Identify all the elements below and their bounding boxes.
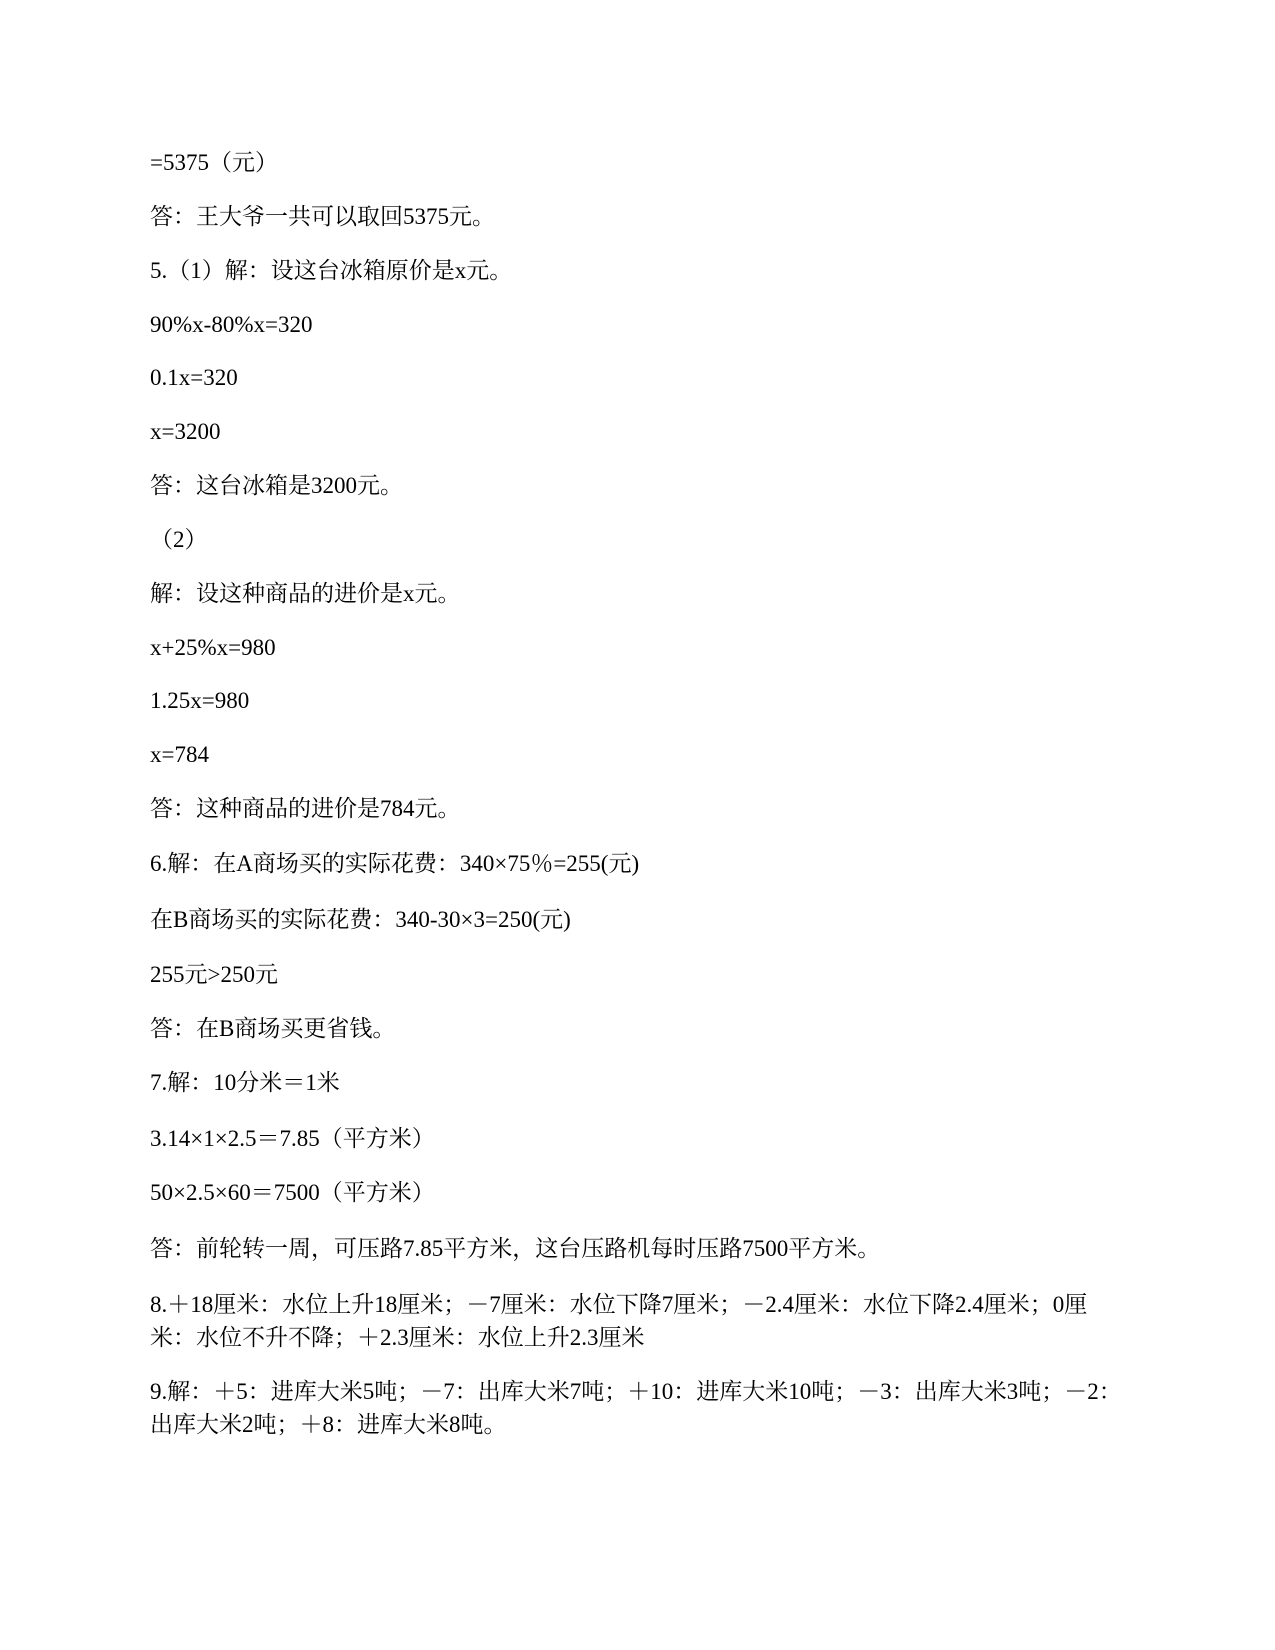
text-line: （2）: [150, 527, 208, 552]
text-line: 6.解：在A商场买的实际花费：340×75％=255(元): [150, 851, 640, 876]
text-line: 0.1x=320: [150, 365, 238, 390]
text-line: 答：前轮转一周，可压路7.85平方米，这台压路机每时压路7500平方米。: [150, 1236, 881, 1261]
text-line: 解：设这种商品的进价是x元。: [150, 581, 461, 606]
text-line: x=784: [150, 742, 209, 767]
text-line: 答：王大爷一共可以取回5375元。: [150, 204, 495, 229]
text-line: =5375（元）: [150, 150, 278, 175]
text-line: x=3200: [150, 419, 221, 444]
text-line: 在B商场买的实际花费：340-30×3=250(元): [150, 907, 571, 932]
text-paragraph: 8.＋18厘米：水位上升18厘米；－7厘米：水位下降7厘米；－2.4厘米：水位下降2.4厘米；0厘米：水位不升不降；＋2.3厘米：水位上升2.3厘米: [150, 1292, 1088, 1350]
text-line: 50×2.5×60＝7500（平方米）: [150, 1180, 435, 1205]
text-line: 255元>250元: [150, 962, 278, 987]
text-line: 答：这台冰箱是3200元。: [150, 473, 403, 498]
text-line: 3.14×1×2.5＝7.85（平方米）: [150, 1126, 435, 1151]
text-line: 1.25x=980: [150, 688, 250, 713]
text-line: 答：这种商品的进价是784元。: [150, 796, 461, 821]
text-line: 答：在B商场买更省钱。: [150, 1016, 396, 1041]
text-line: 90%x-80%x=320: [150, 312, 313, 337]
text-line: x+25%x=980: [150, 635, 276, 660]
text-line: 7.解：10分米＝1米: [150, 1070, 340, 1095]
text-paragraph: 9.解：＋5：进库大米5吨；－7：出库大米7吨；＋10：进库大米10吨；－3：出库大米3吨；－2：出库大米2吨；＋8：进库大米8吨。: [150, 1379, 1122, 1437]
text-line: 5.（1）解：设这台冰箱原价是x元。: [150, 258, 513, 283]
